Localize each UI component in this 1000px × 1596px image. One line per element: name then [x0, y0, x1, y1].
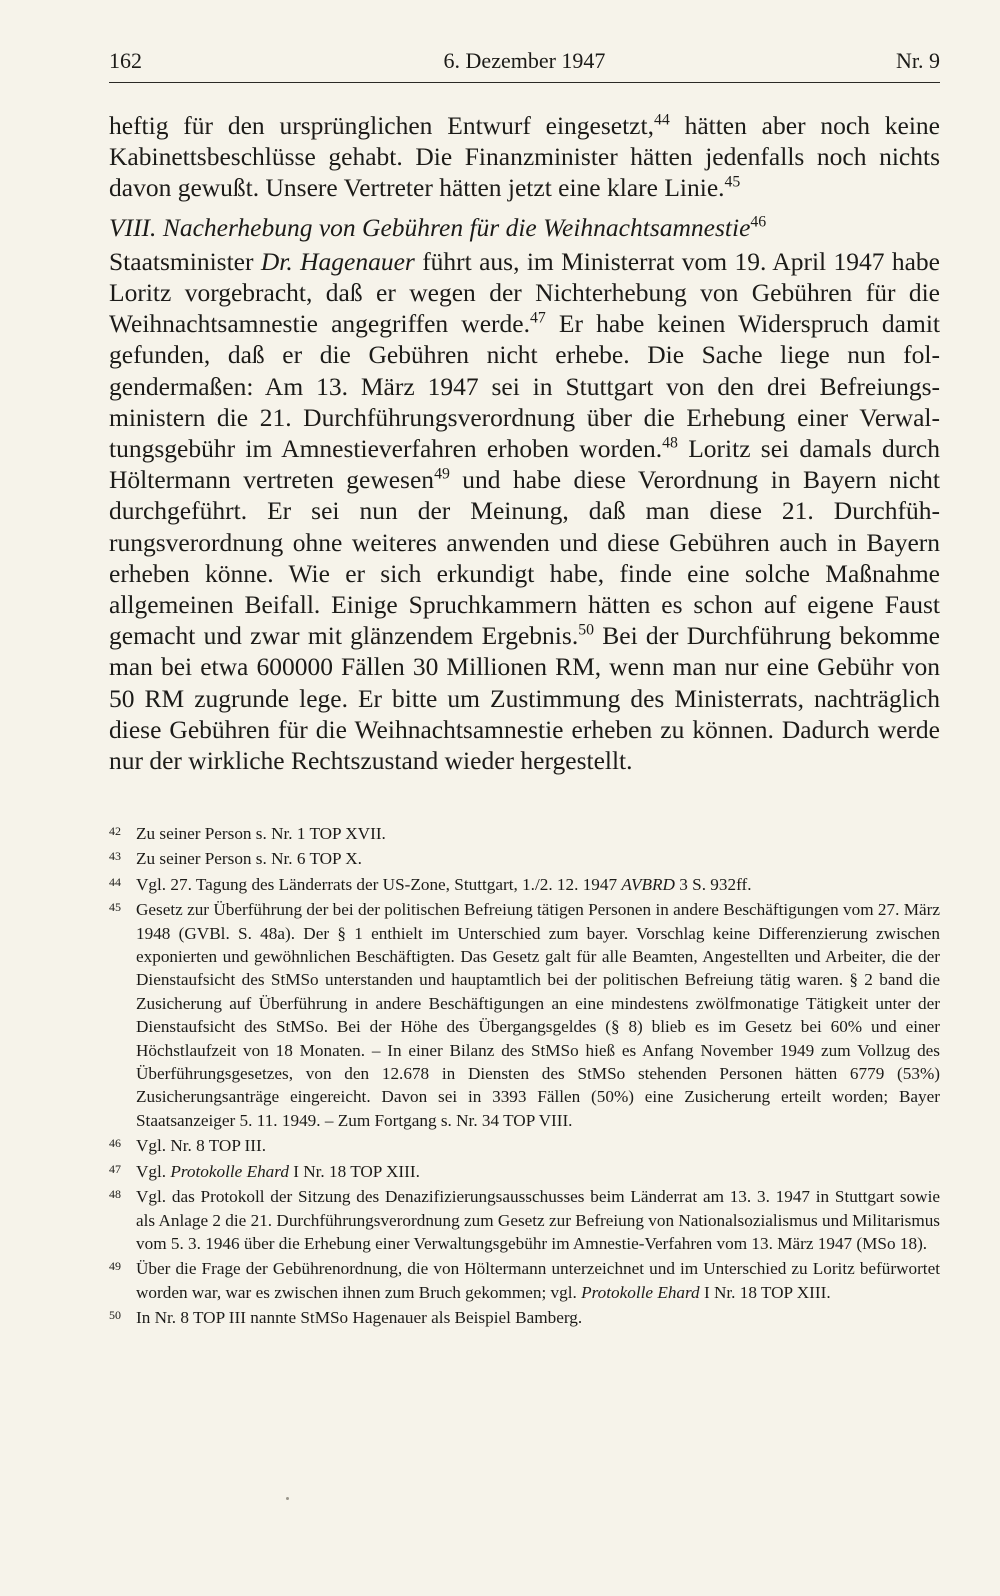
footnote: [109, 873, 940, 896]
issue-number: Nr. 9: [896, 48, 940, 73]
footnote-number: 49: [109, 1259, 121, 1274]
footnote: [109, 1185, 940, 1255]
section-heading: [109, 212, 940, 243]
footnotes: [109, 822, 940, 1332]
footnote-ref: 47: [529, 309, 546, 327]
text-run: und habe diese Verordnung in Bayern nicht durchgeführt. Er sei nun der Meinung, daß man diese 21. Durchführungsverordnung ohne weiteres anwenden und diese Gebühren auch in Bayern erheben könne. Wie er sich erkundigt habe, finde eine solche Maßnahme allgemeinen Beifall. Einige Spruchkammern hätten es schon auf eigene Faust gemacht und zwar mit glänzendem Ergebnis.: [109, 465, 941, 651]
text-run: Er habe keinen Widerspruch damit gefunden, daß er die Gebühren nicht erhebe. Die Sache liege nun folgendermaßen: Am 13. März 1947 sei in Stuttgart von den drei Befreiungsministern die 21. Durchführungsverordnung über die Erhebung einer Verwaltungsgebühr im Amnestieverfahren erhoben worden.: [109, 309, 940, 464]
footnote-text: Zu seiner Person s. Nr. 6 TOP X.: [136, 849, 362, 869]
footnote-number: 44: [109, 874, 121, 889]
main-text: [109, 110, 940, 776]
text-run: Bei der Durchführung bekomme man bei etwa 600000 Fällen 30 Millionen RM, wenn man nur eine Gebühr von 50 RM zugrunde lege. Er bitte um Zustimmung des Ministerrats, nachträglich diese Gebühren für die Weihnachtsamnestie erheben zu können. Dadurch werde nur der wirkliche Rechtszustand wieder hergestellt.: [109, 621, 940, 776]
footnote-ref: 45: [724, 173, 741, 191]
footnote-italic: AVBRD: [621, 874, 675, 894]
footnote-text: 3 S. 932ff.: [674, 874, 752, 894]
footnote-number: 43: [109, 849, 121, 864]
footnote-text: Zu seiner Person s. Nr. 1 TOP XVII.: [136, 824, 386, 843]
footnote: [109, 1306, 940, 1329]
footnote: [109, 1134, 940, 1157]
footnote-text: Vgl.: [136, 1161, 171, 1181]
running-header: [109, 46, 940, 76]
footnote-italic: Protokolle Ehard: [170, 1161, 289, 1181]
footnote-text: Vgl. Nr. 8 TOP III.: [136, 1136, 267, 1156]
footnote: [109, 898, 940, 1132]
footnote: [109, 847, 940, 870]
footnote-number: 46: [109, 1136, 121, 1151]
text-run: Loritz sei damals durch Höltermann vertreten gewesen: [109, 434, 940, 495]
footnote-number: 42: [109, 824, 121, 838]
text-run: hätten aber noch keine Kabinettsbeschlüsse gehabt. Die Finanzminister hätten jedenfalls noch nichts davon gewußt. Unsere Vertreter hätten jetzt eine klare Linie.: [109, 111, 940, 203]
footnote: [109, 1160, 940, 1183]
footnote-ref: 50: [578, 621, 594, 639]
footnote-text: I Nr. 18 TOP XIII.: [699, 1282, 831, 1302]
print-speck: [286, 1497, 289, 1500]
footnote-ref: 49: [434, 465, 450, 483]
footnote-text: I Nr. 18 TOP XIII.: [288, 1161, 420, 1181]
footnote-text: Vgl. 27. Tagung des Länderrats der US-Zone, Stuttgart, 1./2. 12. 1947: [136, 874, 622, 894]
footnote-text: In Nr. 8 TOP III nannte StMSo Hagenauer als Beispiel Bamberg.: [136, 1308, 583, 1328]
footnote-ref: 44: [653, 111, 670, 129]
heading-roman: VIII.: [109, 212, 157, 242]
footnote-number: 50: [109, 1308, 121, 1323]
footnote-number: 47: [109, 1161, 121, 1176]
text-run: führt aus, im Ministerrat vom 19. April 1947 habe Loritz vorgebracht, daß er wegen der Nichterhebung von Gebühren für die Weihnachtsamnestie angegriffen werde.: [109, 246, 940, 339]
text-run: heftig für den ursprünglichen Entwurf eingesetzt,: [109, 111, 654, 140]
footnote-italic: Protokolle Ehard: [581, 1282, 700, 1302]
header-rule: [109, 82, 940, 83]
footnote-text: Über die Frage der Gebührenordnung, die von Höltermann unterzeichnet und im Unterschied zu Loritz befürwortet worden war, war es zwischen ihnen zum Bruch gekommen; vgl.: [136, 1259, 940, 1302]
text-run: Staatsminister: [109, 246, 261, 276]
footnote-number: 48: [109, 1187, 121, 1202]
footnote-text: Vgl. das Protokoll der Sitzung des Denazifizierungsausschusses beim Länderrat am 13. 3. 1947 in Stuttgart sowie als Anlage 2 die 21. Durchführungsverordnung zum Gesetz zur Befreiung von Nationalsozialismus und Militarismus vom 5. 3. 1946 über die Erhebung einer Verwaltungsgebühr im Amnestie-Verfahren vom 13. März 1947 (MSo 18).: [136, 1187, 940, 1253]
footnote-ref: 48: [662, 434, 678, 452]
paragraph: [109, 246, 940, 776]
footnote-number: 45: [109, 900, 121, 915]
footnote: [109, 822, 940, 845]
footnote-ref: 46: [750, 213, 767, 231]
footnote-text: Gesetz zur Überführung der bei der politischen Befreiung tätigen Personen in andere Beschäftigungen vom 27. März 1948 (GVBl. S. 48a). Der § 1 enthielt im Unterschied zum bayer. Vorschlag keine Differenzierung zwischen exponierten und gewöhnlichen Beschäftigten. Das Gesetz galt für alle Beamten, Angestellten und Arbeiter, die der Dienstaufsicht des StMSo unterstanden und hauptamtlich bei der politischen Befreiung tätig waren. § 2 band die Zusicherung auf Überführung in andere Beschäftigungen an eine mindestens zwölfmonatige Tätigkeit unter der Dienstaufsicht des StMSo. Bei der Höhe des Übergangsgeldes (§ 8) blieb es im Gesetz bei 60% und einer Höchstlaufzeit von 18 Monaten. – In einer Bilanz des StMSo hieß es Anfang November 1949 zum Vollzug des Überführungsgesetzes, von den 12.678 in Diensten des StMSo stehenden Personen hätten 6779 (53%) Zusicherungsanträge eingereicht. Davon sei in 3393 Fällen (50%) eine Zusicherung erteilt worden; Bayer Staatsanzeiger 5. 11. 1949. – Zum Fortgang s. Nr. 34 TOP VIII.: [136, 900, 940, 1130]
header-date: 6. Dezember 1947: [443, 48, 606, 73]
speaker-name: Dr. Hagenauer: [260, 246, 415, 276]
heading-title: Nacherhebung von Gebühren für die Weihnachtsamnestie: [156, 212, 751, 242]
footnote: [109, 1257, 940, 1304]
paragraph: [109, 110, 940, 204]
page-number: 162: [109, 48, 142, 73]
